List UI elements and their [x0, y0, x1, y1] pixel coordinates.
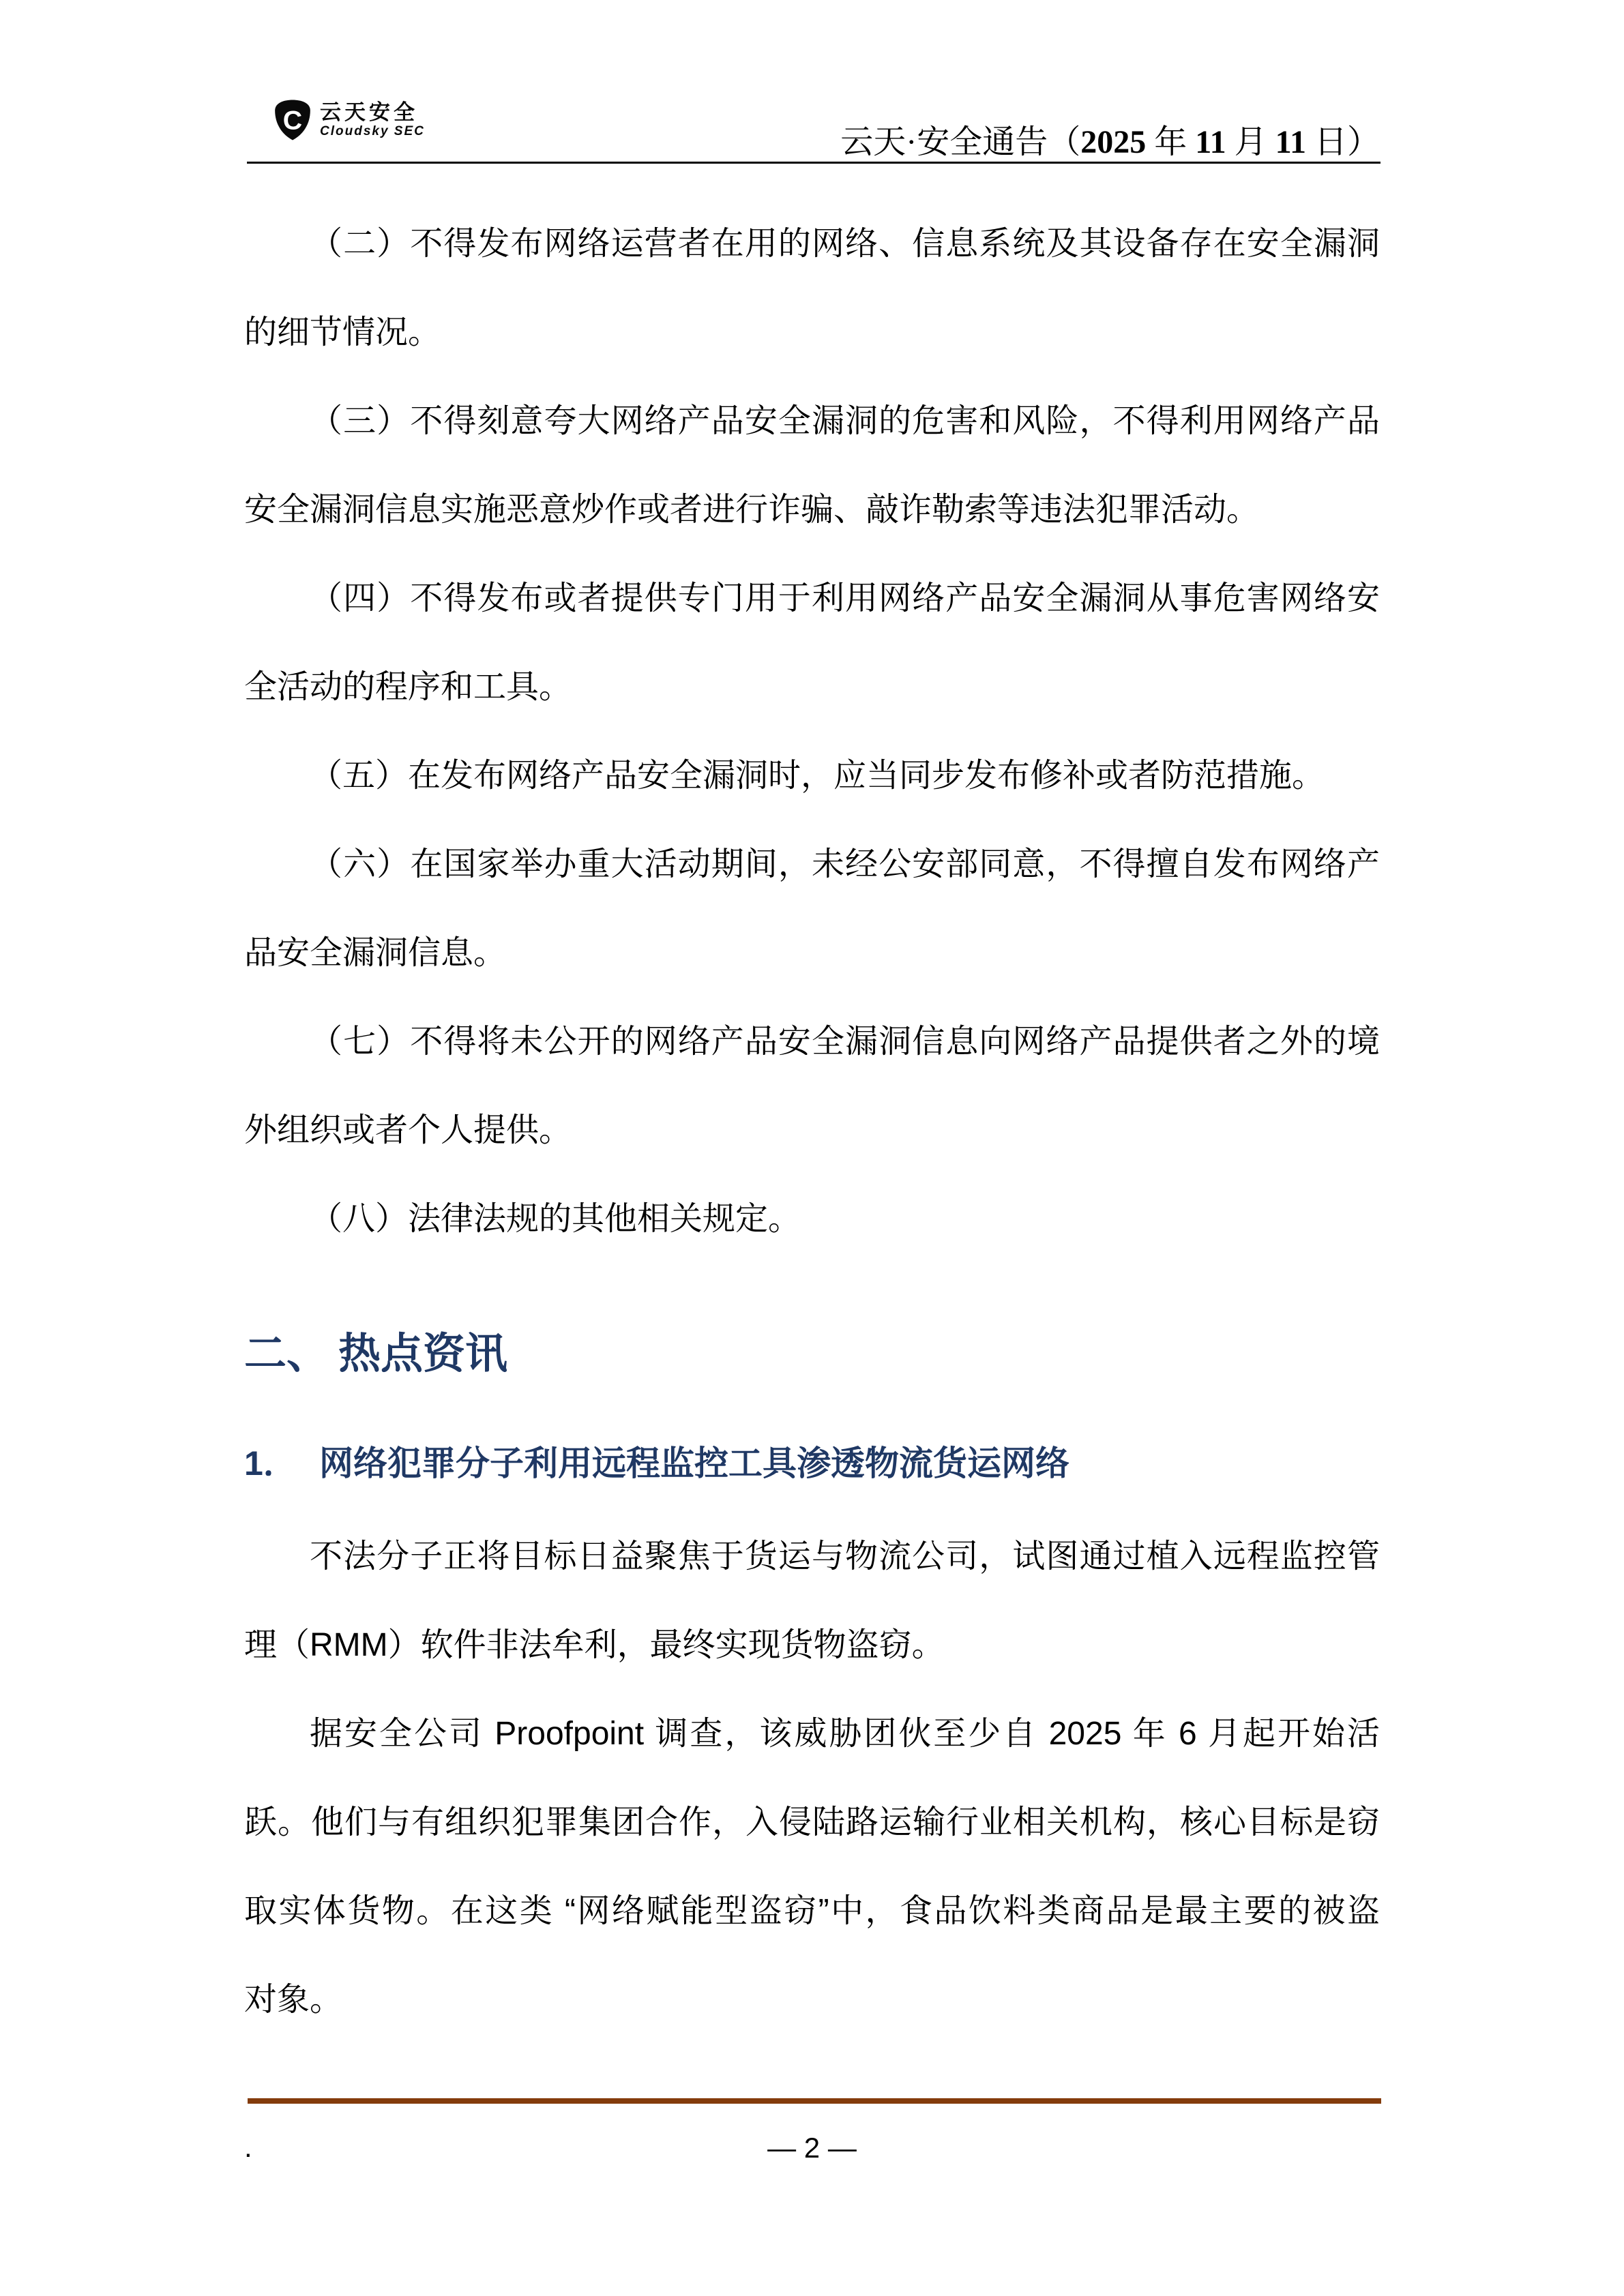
header-title-month: 11 [1195, 124, 1226, 160]
section-heading-hot-news [244, 1324, 1380, 1385]
document-body [244, 200, 1380, 2044]
header-title-year: 2025 [1080, 124, 1147, 160]
header-title-text: 月 [1226, 124, 1275, 160]
regulation-line: （四）不得发布或者提供专门用于利用网络产品安全漏洞从事危害网络安 [310, 580, 1380, 616]
news-line: 不法分子正将目标日益聚焦于货运与物流公司，试图通过植入远程监控管 [310, 1538, 1380, 1575]
regulation-line: （八）法律法规的其他相关规定。 [310, 1201, 801, 1237]
regulation-line: 外组织或者个人提供。 [244, 1112, 572, 1148]
regulation-line: 安全漏洞信息实施恶意炒作或者进行诈骗、敲诈勒索等违法犯罪活动。 [244, 492, 1260, 528]
hot-news-paragraphs [244, 1512, 1380, 2044]
regulation-line: 品安全漏洞信息。 [244, 935, 507, 971]
regulation-line: 的细节情况。 [244, 314, 441, 351]
header-divider [247, 162, 1381, 164]
news-line: 跃。他们与有组织犯罪集团合作，入侵陆路运输行业相关机构，核心目标是窃 [244, 1804, 1380, 1840]
subsection-title: 网络犯罪分子利用远程监控工具渗透物流货运网络 [319, 1444, 1069, 1482]
regulation-line: （二）不得发布网络运营者在用的网络、信息系统及其设备存在安全漏洞 [310, 226, 1380, 262]
document-header-title [840, 124, 1380, 161]
footer-divider [248, 2098, 1381, 2104]
section-number: 二、 [244, 1330, 329, 1377]
logo [274, 100, 425, 140]
regulation-line: （五）在发布网络产品安全漏洞时，应当同步发布修补或者防范措施。 [310, 758, 1325, 794]
news-line: 取实体货物。在这类 “网络赋能型盗窃”中，食品饮料类商品是最主要的被盗 [244, 1893, 1380, 1929]
regulation-line: 全活动的程序和工具。 [244, 669, 572, 705]
subsection-heading-item-1 [244, 1437, 1380, 1489]
stray-period-mark: . [244, 2131, 252, 2163]
header-title-text: 云天·安全通告（ [840, 124, 1081, 160]
regulation-line: （六）在国家举办重大活动期间，未经公安部同意，不得擅自发布网络产 [310, 846, 1380, 882]
logo-name-cn: 云天安全 [320, 100, 418, 124]
header-title-text: 年 [1146, 124, 1196, 160]
news-line: 对象。 [244, 1982, 343, 2018]
header-title-day: 11 [1275, 124, 1306, 160]
subsection-number: 1． [244, 1444, 297, 1482]
logo-text [320, 101, 425, 139]
section-title: 热点资讯 [338, 1330, 508, 1377]
shield-logo-icon [274, 100, 311, 140]
regulation-line: （三）不得刻意夸大网络产品安全漏洞的危害和风险，不得利用网络产品 [310, 403, 1380, 439]
news-line: 理（RMM）软件非法牟利，最终实现货物盗窃。 [244, 1627, 945, 1663]
regulation-line: （七）不得将未公开的网络产品安全漏洞信息向网络产品提供者之外的境 [310, 1024, 1380, 1060]
page-number: — 2 — [767, 2132, 857, 2164]
news-line: 据安全公司 Proofpoint 调查，该威胁团伙至少自 2025 年 6 月起开始活 [310, 1716, 1380, 1752]
svg-text:C: C [282, 105, 303, 136]
header-title-text: 日） [1305, 124, 1380, 160]
logo-name-en: Cloudsky SEC [320, 124, 425, 138]
